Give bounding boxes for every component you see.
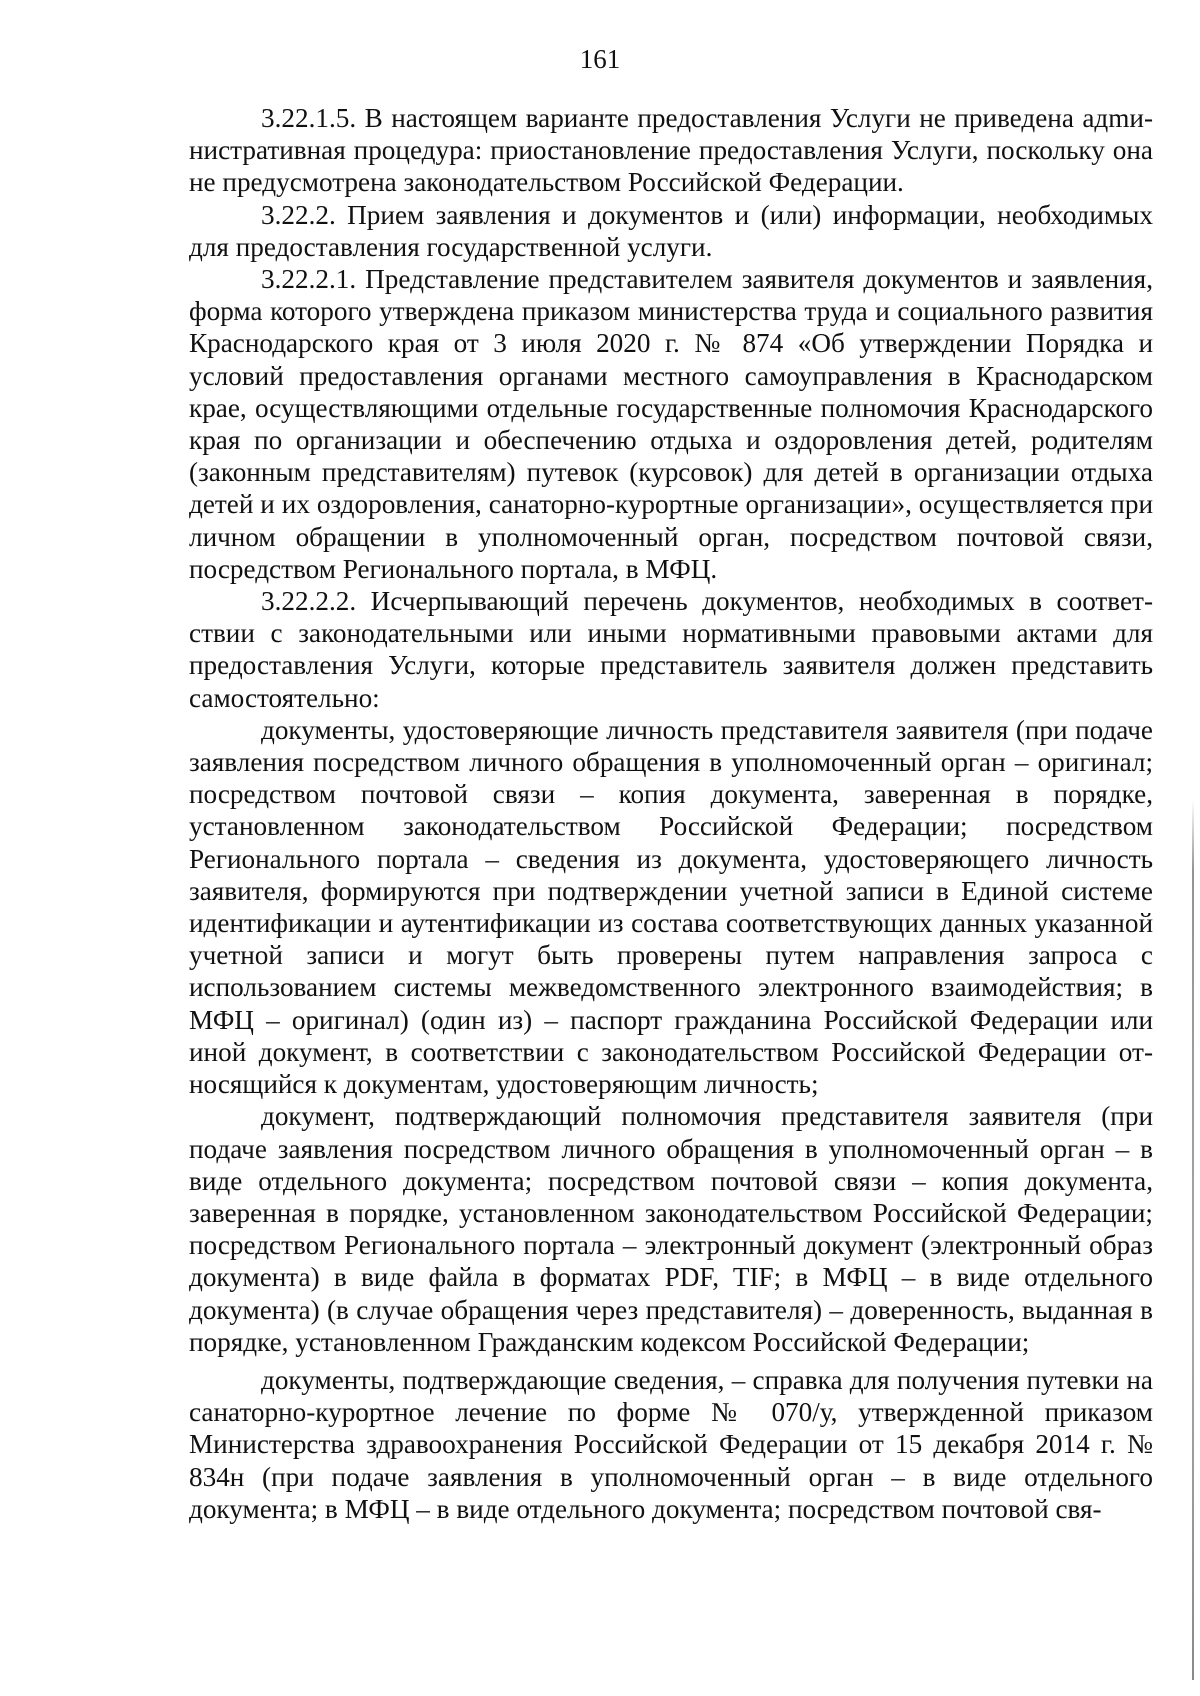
paragraph-3-22-2-2: 3.22.2.2. Исчерпывающий перечень документов, необходимых в соответствии с законодательными или иными нормативными правовыми актами для предоставления Услуги, которые представитель заявителя должен представить самостоятельно:	[189, 586, 1153, 713]
paragraph-3-22-1-5: 3.22.1.5. В настоящем варианте предоставления Услуги не приведена адmинистративная процедура: приостановление предоставления Услуги, поскольку она не предусмотрена законодательством Российской Федерации.	[189, 103, 1153, 198]
page-number: 161	[579, 44, 621, 74]
paragraph-supporting-documents: документы, подтверждающие сведения, – справка для получения путевки на санаторно-курортное лечение по форме № 070/у, утвержденной приказом Министерства здравоохранения Российской Федерации от 15 декабря 2014 г. № 834н (при подаче заявления в уполномоченный орган – в виде отдельного документа; в МФЦ – в виде отдельного документа; посредством почтовой свя-	[189, 1364, 1153, 1524]
paragraph-3-22-2: 3.22.2. Прием заявления и документов и (или) информации, необходимых для предоставления государственной услуги.	[189, 199, 1153, 262]
paragraph-identity-documents: документы, удостоверяющие личность представителя заявителя (при подаче заявления посредством личного обращения в уполномоченный орган – оригинал; посредством почтовой связи – копия документа, заверенная в порядке, установленном законодательством Российской Федерации; посредством Регионального портала – сведения из документа, удостоверяющего личность заявителя, формируются при подтверждении учетной записи в Единой системе идентификации и аутентификации из состава соответствующих данных указанной учетной записи и могут быть проверены путем направления запроса с использованием системы межведомственного электронного взаимодействия; в МФЦ – оригинал) (один из) – паспорт гражданина Российской Федерации или иной документ, в соответствии с законодательством Российской Федерации относящийся к документам, удостоверяющим личность;	[189, 714, 1153, 1100]
document-body	[189, 102, 1153, 1525]
paragraph-authority-document: документ, подтверждающий полномочия представителя заявителя (при подаче заявления посредством личного обращения в уполномоченный орган – в виде отдельного документа; посредством почтовой связи – копия документа, заверенная в порядке, установленном законодательством Российской Федерации; посредством Регионального портала – электронный документ (электронный образ документа) в виде файла в форматах PDF, TIF; в МФЦ – в виде отдельного документа) (в случае обращения через представителя) – доверенность, выданная в порядке, установленном Гражданским кодексом Российской Федерации;	[189, 1101, 1153, 1357]
scan-edge-line	[1192, 800, 1194, 1680]
paragraph-3-22-2-1: 3.22.2.1. Представление представителем заявителя документов и заявления, форма которого утверждена приказом министерства труда и социального развития Краснодарского края от 3 июля 2020 г. № 874 «Об утверждении Порядка и условий предоставления органами местного самоуправления в Краснодарском крае, осуществляющими отдельные государственные полномочия Краснодарского края по организации и обеспечению отдыха и оздоровления детей, родителям (законным представителям) путевок (курсовок) для детей в организации отдыха детей и их оздоровления, санаторно-курортные организации», осуществляется при личном обращении в уполномоченный орган, посредством почтовой связи, посредством Регионального портала, в МФЦ.	[189, 264, 1153, 584]
